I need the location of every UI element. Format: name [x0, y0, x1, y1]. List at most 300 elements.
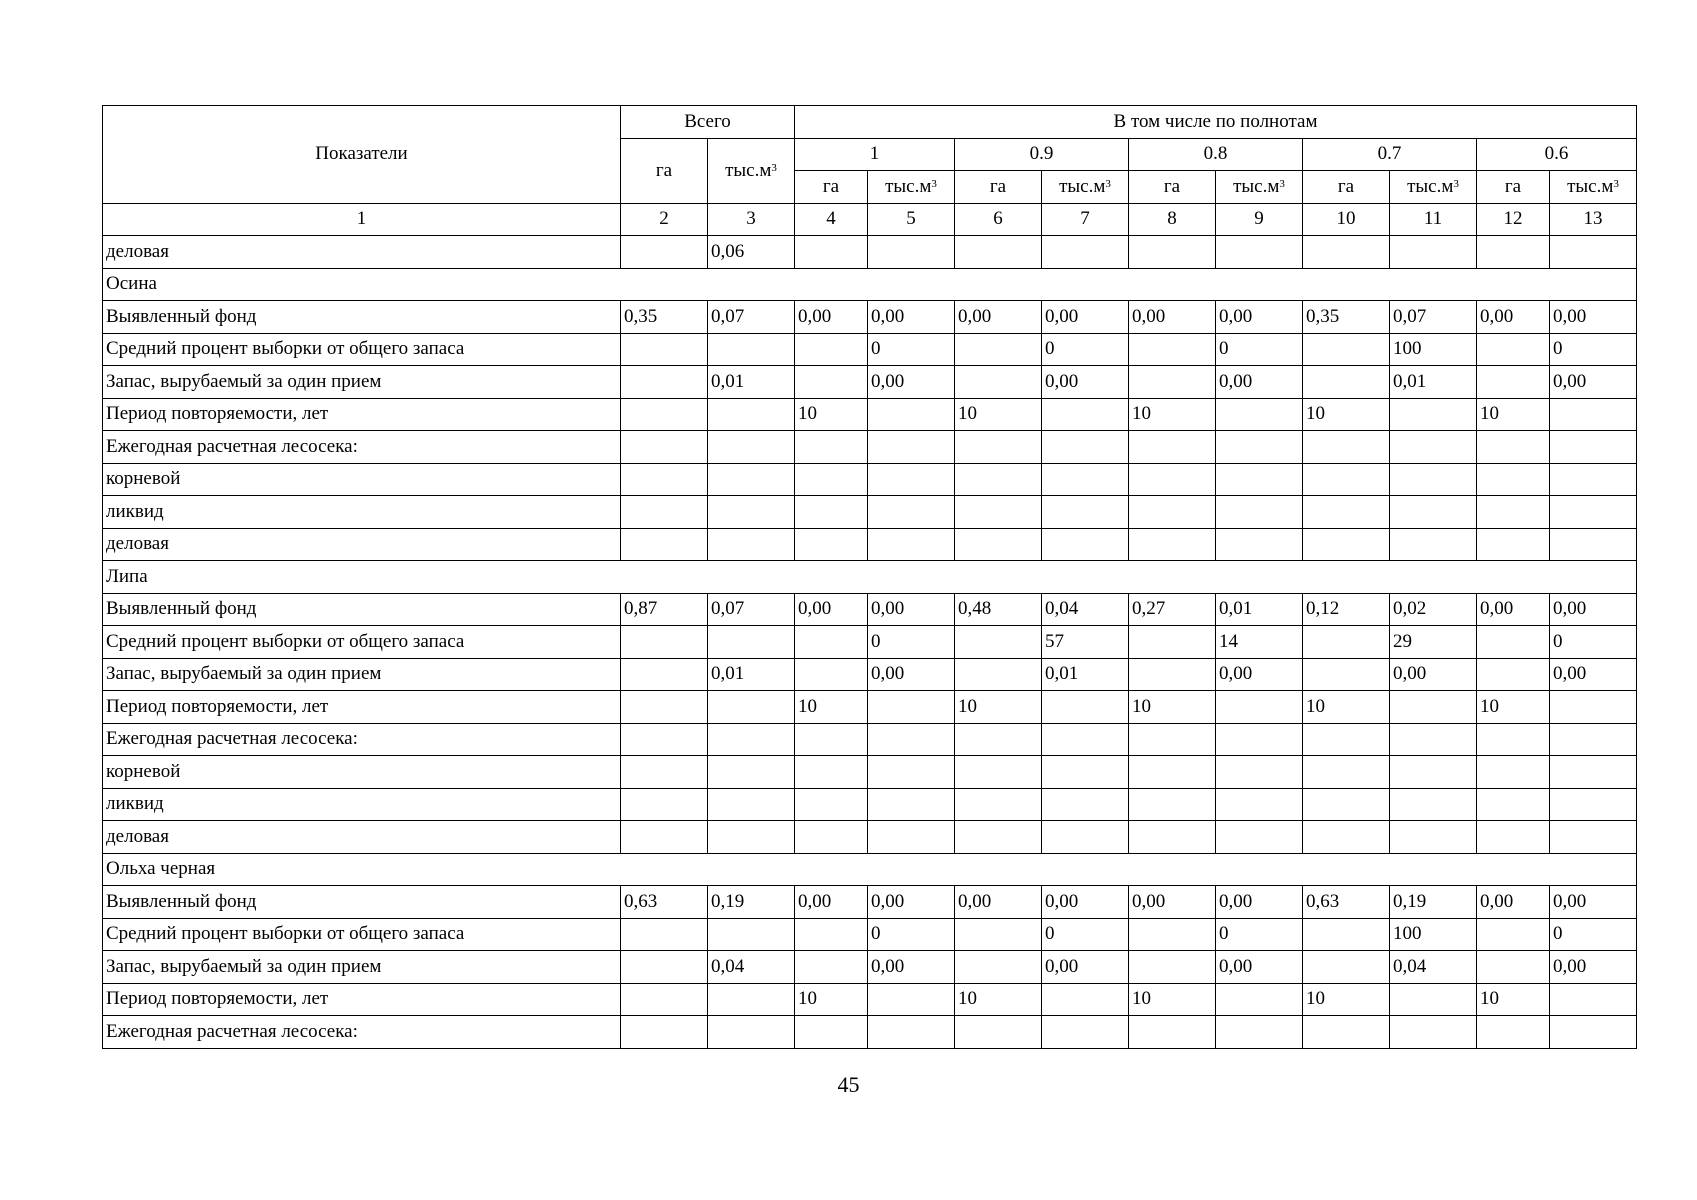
table-cell	[1216, 756, 1303, 789]
table-cell	[1129, 236, 1216, 269]
table-cell	[1390, 983, 1477, 1016]
table-cell	[1390, 723, 1477, 756]
table-cell	[1216, 528, 1303, 561]
table-cell	[1129, 496, 1216, 529]
table-cell	[868, 496, 955, 529]
table-row	[103, 983, 1637, 1016]
column-number: 5	[868, 203, 955, 236]
table-cell	[1390, 431, 1477, 464]
header-density-1: 1	[795, 138, 955, 171]
table-cell	[955, 821, 1042, 854]
section-row	[103, 853, 1637, 886]
table-cell	[621, 658, 708, 691]
table-row	[103, 723, 1637, 756]
header-total: Всего	[621, 106, 795, 139]
table-cell: 0,87	[621, 593, 708, 626]
table-cell	[955, 626, 1042, 659]
table-cell: 0,04	[1390, 951, 1477, 984]
table-cell	[955, 788, 1042, 821]
table-cell	[621, 496, 708, 529]
table-row	[103, 691, 1637, 724]
table-cell: 0,00	[868, 301, 955, 334]
header-density-09: 0.9	[955, 138, 1129, 171]
column-number: 13	[1550, 203, 1637, 236]
table-cell	[868, 788, 955, 821]
header-density-08: 0.8	[1129, 138, 1303, 171]
table-cell: 0,35	[621, 301, 708, 334]
table-cell	[795, 528, 868, 561]
table-cell	[1042, 691, 1129, 724]
table-cell	[868, 528, 955, 561]
table-cell: 0,01	[1390, 366, 1477, 399]
table-cell: 0	[868, 918, 955, 951]
table-cell: 0,07	[708, 593, 795, 626]
table-cell: 0,00	[1477, 301, 1550, 334]
unit-ha: га	[795, 171, 868, 204]
table-cell: 0,00	[868, 658, 955, 691]
table-cell	[1042, 398, 1129, 431]
page-number: 45	[837, 1072, 860, 1097]
table-cell	[1042, 496, 1129, 529]
table-cell	[708, 496, 795, 529]
table-cell	[1129, 723, 1216, 756]
table-cell	[1042, 723, 1129, 756]
table-cell	[1129, 788, 1216, 821]
table-cell	[1042, 983, 1129, 1016]
table-cell: 10	[1303, 983, 1390, 1016]
table-row	[103, 463, 1637, 496]
table-row	[103, 236, 1637, 269]
table-cell	[708, 918, 795, 951]
table-cell: 0,35	[1303, 301, 1390, 334]
table-cell	[795, 918, 868, 951]
table-cell: 10	[1477, 398, 1550, 431]
table-cell: 0,00	[795, 886, 868, 919]
table-cell	[1550, 983, 1637, 1016]
table-cell	[1550, 528, 1637, 561]
row-label: Средний процент выборки от общего запаса	[103, 333, 621, 366]
section-row	[103, 561, 1637, 594]
table-cell: 0	[1042, 333, 1129, 366]
table-row	[103, 821, 1637, 854]
table-cell	[1303, 821, 1390, 854]
table-cell: 0,01	[1042, 658, 1129, 691]
table-cell: 0,00	[1216, 951, 1303, 984]
table-cell	[1390, 1016, 1477, 1049]
table-cell: 0,00	[1550, 658, 1637, 691]
table-cell: 0,00	[1042, 366, 1129, 399]
table-cell	[868, 821, 955, 854]
table-cell: 0,00	[1042, 951, 1129, 984]
table-cell	[1477, 1016, 1550, 1049]
table-cell: 0,01	[708, 658, 795, 691]
table-cell: 0,00	[1390, 658, 1477, 691]
table-cell: 0,00	[1216, 366, 1303, 399]
table-cell: 0,19	[708, 886, 795, 919]
table-cell: 0,00	[1129, 886, 1216, 919]
table-cell	[708, 723, 795, 756]
table-cell: 0,00	[868, 886, 955, 919]
table-cell: 0,12	[1303, 593, 1390, 626]
table-cell	[1129, 366, 1216, 399]
table-cell	[1390, 756, 1477, 789]
table-cell	[868, 236, 955, 269]
header-total-vol: $тыс.м^3$	[708, 138, 795, 203]
table-cell	[708, 626, 795, 659]
table-cell	[1477, 951, 1550, 984]
table-cell	[1550, 398, 1637, 431]
table-cell: 10	[955, 983, 1042, 1016]
table-cell	[1129, 431, 1216, 464]
table-cell	[1129, 1016, 1216, 1049]
table-cell: 0,00	[1216, 886, 1303, 919]
table-cell: 0,00	[1216, 301, 1303, 334]
table-cell	[708, 1016, 795, 1049]
table-cell	[621, 918, 708, 951]
table-cell	[1550, 723, 1637, 756]
table-cell	[1129, 463, 1216, 496]
table-cell: 100	[1390, 333, 1477, 366]
table-cell: 0,06	[708, 236, 795, 269]
header-indicators: Показатели	[103, 106, 621, 204]
table-cell: 0,02	[1390, 593, 1477, 626]
table-cell	[1042, 756, 1129, 789]
table-cell: 0,00	[1129, 301, 1216, 334]
table-cell	[621, 463, 708, 496]
table-cell	[868, 983, 955, 1016]
unit-ha: га	[1477, 171, 1550, 204]
column-number: 2	[621, 203, 708, 236]
table-cell: 10	[795, 691, 868, 724]
table-cell: 0,01	[708, 366, 795, 399]
table-cell	[1216, 236, 1303, 269]
table-cell	[1216, 788, 1303, 821]
table-cell	[1216, 821, 1303, 854]
unit-vol: $тыс.м^3$	[1550, 171, 1637, 204]
column-number: 4	[795, 203, 868, 236]
table-cell	[795, 333, 868, 366]
table-cell	[1550, 821, 1637, 854]
forest-table	[102, 105, 1637, 1049]
column-number-row	[103, 203, 1637, 236]
table-cell	[795, 723, 868, 756]
table-cell: 0,00	[868, 593, 955, 626]
table-cell	[708, 983, 795, 1016]
table-cell: 0,63	[621, 886, 708, 919]
table-cell: 0	[1550, 333, 1637, 366]
table-cell: 14	[1216, 626, 1303, 659]
table-cell	[868, 463, 955, 496]
table-cell	[1216, 463, 1303, 496]
section-row	[103, 268, 1637, 301]
table-cell	[621, 1016, 708, 1049]
column-number: 9	[1216, 203, 1303, 236]
table-cell: 0,00	[1042, 886, 1129, 919]
table-row	[103, 528, 1637, 561]
table-cell: 10	[1129, 398, 1216, 431]
column-number: 7	[1042, 203, 1129, 236]
row-label: Выявленный фонд	[103, 886, 621, 919]
unit-vol: $тыс.м^3$	[1042, 171, 1129, 204]
section-title: Осина	[103, 268, 1637, 301]
table-cell	[1477, 788, 1550, 821]
table-cell: 29	[1390, 626, 1477, 659]
unit-vol: $тыс.м^3$	[1216, 171, 1303, 204]
row-label: деловая	[103, 821, 621, 854]
table-cell	[708, 691, 795, 724]
table-cell	[1390, 496, 1477, 529]
table-cell	[621, 756, 708, 789]
table-cell	[1303, 1016, 1390, 1049]
table-cell	[1390, 821, 1477, 854]
table-cell	[621, 626, 708, 659]
row-label: ликвид	[103, 788, 621, 821]
table-cell	[1042, 1016, 1129, 1049]
table-cell	[955, 658, 1042, 691]
table-cell	[1477, 658, 1550, 691]
row-label: Ежегодная расчетная лесосека:	[103, 723, 621, 756]
table-cell	[1477, 463, 1550, 496]
table-cell	[621, 431, 708, 464]
column-number: 8	[1129, 203, 1216, 236]
table-cell: 0,00	[1042, 301, 1129, 334]
table-cell: 0,00	[868, 366, 955, 399]
table-cell	[708, 398, 795, 431]
row-label: Период повторяемости, лет	[103, 398, 621, 431]
table-row	[103, 918, 1637, 951]
table-cell	[708, 821, 795, 854]
table-cell	[868, 723, 955, 756]
table-cell	[795, 658, 868, 691]
table-cell	[1550, 431, 1637, 464]
row-label: Запас, вырубаемый за один прием	[103, 951, 621, 984]
table-cell: 10	[1129, 691, 1216, 724]
table-cell: 0,00	[795, 301, 868, 334]
unit-ha: га	[1129, 171, 1216, 204]
table-row	[103, 788, 1637, 821]
table-row	[103, 658, 1637, 691]
table-cell	[621, 983, 708, 1016]
header-density-06: 0.6	[1477, 138, 1637, 171]
table-row	[103, 593, 1637, 626]
table-cell	[1216, 691, 1303, 724]
table-cell	[1042, 236, 1129, 269]
table-row	[103, 366, 1637, 399]
table-cell	[621, 333, 708, 366]
table-cell	[1303, 723, 1390, 756]
table-cell	[1129, 821, 1216, 854]
column-number: 1	[103, 203, 621, 236]
table-row	[103, 333, 1637, 366]
table-cell	[1390, 236, 1477, 269]
table-cell	[621, 788, 708, 821]
table-cell: 0,00	[1550, 886, 1637, 919]
header-by-density: В том числе по полнотам	[795, 106, 1637, 139]
table-cell: 10	[1129, 983, 1216, 1016]
table-cell: 0,00	[1550, 301, 1637, 334]
table-cell	[621, 366, 708, 399]
table-cell	[1303, 496, 1390, 529]
unit-vol: $тыс.м^3$	[868, 171, 955, 204]
table-cell	[955, 756, 1042, 789]
row-label: Выявленный фонд	[103, 301, 621, 334]
row-label: Запас, вырубаемый за один прием	[103, 658, 621, 691]
table-cell	[795, 1016, 868, 1049]
table-cell	[1477, 821, 1550, 854]
table-cell	[1042, 463, 1129, 496]
table-cell	[1042, 528, 1129, 561]
table-cell	[1550, 756, 1637, 789]
table-cell	[1550, 1016, 1637, 1049]
column-number: 6	[955, 203, 1042, 236]
column-number: 12	[1477, 203, 1550, 236]
table-row	[103, 951, 1637, 984]
table-cell	[621, 398, 708, 431]
table-cell	[1129, 658, 1216, 691]
table-cell: 10	[1477, 691, 1550, 724]
table-cell	[621, 821, 708, 854]
table-cell: 10	[795, 983, 868, 1016]
table-cell	[1303, 236, 1390, 269]
table-cell	[1216, 496, 1303, 529]
table-cell	[868, 398, 955, 431]
table-cell	[955, 723, 1042, 756]
table-cell	[1477, 333, 1550, 366]
table-cell: 100	[1390, 918, 1477, 951]
table-cell	[795, 821, 868, 854]
table-cell	[621, 691, 708, 724]
table-cell	[1550, 463, 1637, 496]
table-cell	[1129, 333, 1216, 366]
table-row	[103, 626, 1637, 659]
table-cell	[1129, 918, 1216, 951]
table-cell	[1042, 788, 1129, 821]
row-label: Средний процент выборки от общего запаса	[103, 918, 621, 951]
row-label: Период повторяемости, лет	[103, 691, 621, 724]
row-label: Период повторяемости, лет	[103, 983, 621, 1016]
table-cell	[1303, 463, 1390, 496]
table-cell	[1216, 723, 1303, 756]
table-cell	[708, 788, 795, 821]
section-title: Липа	[103, 561, 1637, 594]
row-label: Ежегодная расчетная лесосека:	[103, 1016, 621, 1049]
table-cell	[1042, 821, 1129, 854]
table-cell	[621, 951, 708, 984]
table-cell	[795, 463, 868, 496]
table-cell: 0,00	[1477, 593, 1550, 626]
table-cell	[1390, 528, 1477, 561]
table-cell	[1550, 236, 1637, 269]
row-label: деловая	[103, 528, 621, 561]
header-total-ha: га	[621, 138, 708, 203]
table-row	[103, 301, 1637, 334]
table-cell	[1390, 463, 1477, 496]
table-cell: 0,01	[1216, 593, 1303, 626]
table-cell	[1550, 788, 1637, 821]
section-title: Ольха черная	[103, 853, 1637, 886]
table-cell	[795, 951, 868, 984]
table-cell	[955, 431, 1042, 464]
table-cell	[795, 366, 868, 399]
table-cell: 0,00	[1550, 951, 1637, 984]
table-row	[103, 496, 1637, 529]
table-cell: 0,00	[1550, 366, 1637, 399]
row-label: Средний процент выборки от общего запаса	[103, 626, 621, 659]
table-cell	[1303, 918, 1390, 951]
table-cell	[868, 431, 955, 464]
table-cell	[708, 528, 795, 561]
table-cell	[795, 496, 868, 529]
column-number: 11	[1390, 203, 1477, 236]
table-cell	[1303, 626, 1390, 659]
table-cell	[1129, 951, 1216, 984]
table-cell	[708, 756, 795, 789]
table-cell	[708, 333, 795, 366]
table-cell	[955, 918, 1042, 951]
table-cell	[1303, 528, 1390, 561]
table-cell: 0,07	[708, 301, 795, 334]
table-cell	[708, 431, 795, 464]
table-cell	[1477, 496, 1550, 529]
table-cell: 0,48	[955, 593, 1042, 626]
header-density-07: 0.7	[1303, 138, 1477, 171]
table-cell	[1303, 788, 1390, 821]
table-cell	[1477, 723, 1550, 756]
table-row	[103, 886, 1637, 919]
table-cell	[1390, 398, 1477, 431]
table-cell	[1477, 236, 1550, 269]
table-cell	[955, 333, 1042, 366]
table-cell	[621, 236, 708, 269]
table-cell: 0,19	[1390, 886, 1477, 919]
table-cell: 0,00	[795, 593, 868, 626]
table-cell	[708, 463, 795, 496]
table-cell	[1477, 431, 1550, 464]
table-cell	[1390, 788, 1477, 821]
table-cell: 0,07	[1390, 301, 1477, 334]
table-cell: 0,00	[1550, 593, 1637, 626]
table-cell: 0,00	[955, 886, 1042, 919]
row-label: деловая	[103, 236, 621, 269]
row-label: ликвид	[103, 496, 621, 529]
table-cell	[621, 723, 708, 756]
table-cell	[868, 691, 955, 724]
table-cell	[955, 951, 1042, 984]
table-cell: 10	[795, 398, 868, 431]
table-cell: 0,04	[708, 951, 795, 984]
table-row	[103, 756, 1637, 789]
table-cell: 0,27	[1129, 593, 1216, 626]
table-cell	[1042, 431, 1129, 464]
table-cell	[1477, 528, 1550, 561]
column-number: 3	[708, 203, 795, 236]
table-cell	[795, 236, 868, 269]
table-cell	[1303, 951, 1390, 984]
table-cell	[1216, 983, 1303, 1016]
table-cell	[868, 756, 955, 789]
table-cell: 10	[1303, 691, 1390, 724]
unit-vol: $тыс.м^3$	[1390, 171, 1477, 204]
table-cell: 0	[1216, 333, 1303, 366]
table-cell	[1303, 658, 1390, 691]
table-cell	[1303, 756, 1390, 789]
table-cell: 0,00	[868, 951, 955, 984]
row-label: Ежегодная расчетная лесосека:	[103, 431, 621, 464]
table-cell	[1390, 691, 1477, 724]
table-cell	[1477, 918, 1550, 951]
table-cell	[1477, 756, 1550, 789]
table-cell	[1303, 366, 1390, 399]
